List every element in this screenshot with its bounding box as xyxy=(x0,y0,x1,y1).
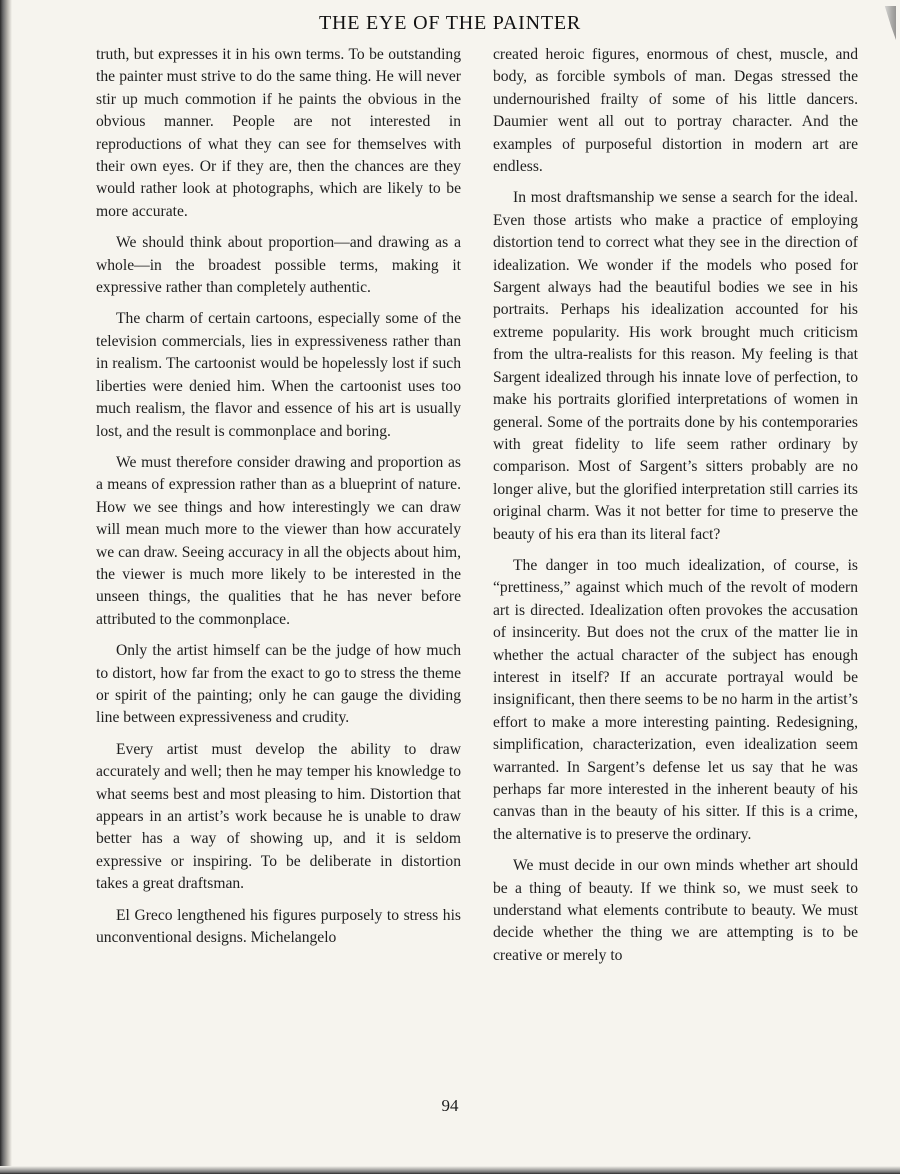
paragraph: We must decide in our own minds whether art should be a thing of beauty. If we think so, we must seek to understand what elements contribute to beauty. We must decide whether the thing we are attempting is to be creative or merely to xyxy=(493,857,858,964)
paragraph: We must therefore consider drawing and proportion as a means of expression rather than as a blueprint of nature. How we see things and how interestingly we can draw will mean much more to the viewer than how accurately we can draw. Seeing accuracy in all the objects about him, the viewer is much more likely to be interested in the unseen things, the qualities that he has never before attributed to the commonplace. xyxy=(96,453,461,628)
right-column xyxy=(493,44,858,976)
running-head: THE EYE OF THE PAINTER xyxy=(318,12,582,34)
page-binding-shadow xyxy=(0,0,12,1174)
left-column xyxy=(96,44,461,958)
page-bottom-shadow xyxy=(0,1166,900,1174)
paragraph: We should think about proportion—and drawing as a whole—in the broadest possible terms, making it expressive rather than completely authentic. xyxy=(96,234,461,297)
paragraph: El Greco lengthened his figures purposely to stress his unconventional designs. Michelangelo xyxy=(96,906,461,947)
paragraph: In most draftsmanship we sense a search for the ideal. Even those artists who make a practice of employing distortion tend to correct what they see in the direction of idealization. We wonder if the models who posed for Sargent always had the beautiful bodies we see in his portraits. Perhaps his idealization accounted for his extreme popularity. His work brought much criticism from the ultra-realists for this reason. My feeling is that Sargent idealized through his innate love of perfection, to make his portraits glorified interpretations of women in general. Some of the portraits done by his contemporaries with great fidelity to life seem rather ordinary by comparison. Most of Sargent’s sitters probably are no longer alive, but the glorified interpretation still carries its original charm. Was it not better for time to preserve the beauty of his era than its literal fact? xyxy=(493,189,858,543)
paragraph: The danger in too much idealization, of course, is “prettiness,” against which much of the revolt of modern art is directed. Idealization often provokes the accusation of insincerity. But does not the crux of the matter lie in whether the actual character of the subject has enough interest in itself? If an accurate portrayal would be insignificant, then there seems to be no harm in the artist’s effort to make a more interesting painting. Redesigning, simplification, characterization, even idealization seem warranted. In Sargent’s defense let us say that he was perhaps far more interested in the inherent beauty of his canvas than in the beauty of his sitter. If this is a crime, the alternative is to preserve the ordinary. xyxy=(493,556,858,843)
page-number: 94 xyxy=(441,1096,459,1115)
paragraph: Only the artist himself can be the judge of how much to distort, how far from the exact to go to stress the theme or spirit of the painting; only he can gauge the dividing line between expressiveness and crudity. xyxy=(96,642,461,727)
paragraph: The charm of certain cartoons, especially some of the television commercials, lies in expressiveness rather than in realism. The cartoonist would be hopelessly lost if such liberties were denied him. When the cartoonist uses too much realism, the flavor and essence of his art is usually lost, and the result is commonplace and boring. xyxy=(96,310,461,440)
paragraph: Every artist must develop the ability to draw accurately and well; then he may temper his knowledge to what seems best and most pleasing to him. Distortion that appears in an artist’s work because he is unable to draw better has a way of showing up, and it is seldom expressive or inspiring. To be deliberate in distortion takes a great draftsman. xyxy=(96,740,461,893)
paragraph: truth, but expresses it in his own terms. To be outstanding the painter must strive to do the same thing. He will never stir up much commotion if he paints the obvious in the obvious manner. People are not interested in reproductions of what they can see for themselves with their own eyes. Or if they are, then the chances are they would rather look at photographs, which are likely to be more accurate. xyxy=(96,46,461,220)
paragraph: created heroic figures, enormous of chest, muscle, and body, as forcible symbols of man. Degas stressed the undernourished frailty of some of his little dancers. Daumier went all out to portray character. And the examples of purposeful distortion in modern art are endless. xyxy=(493,46,858,176)
